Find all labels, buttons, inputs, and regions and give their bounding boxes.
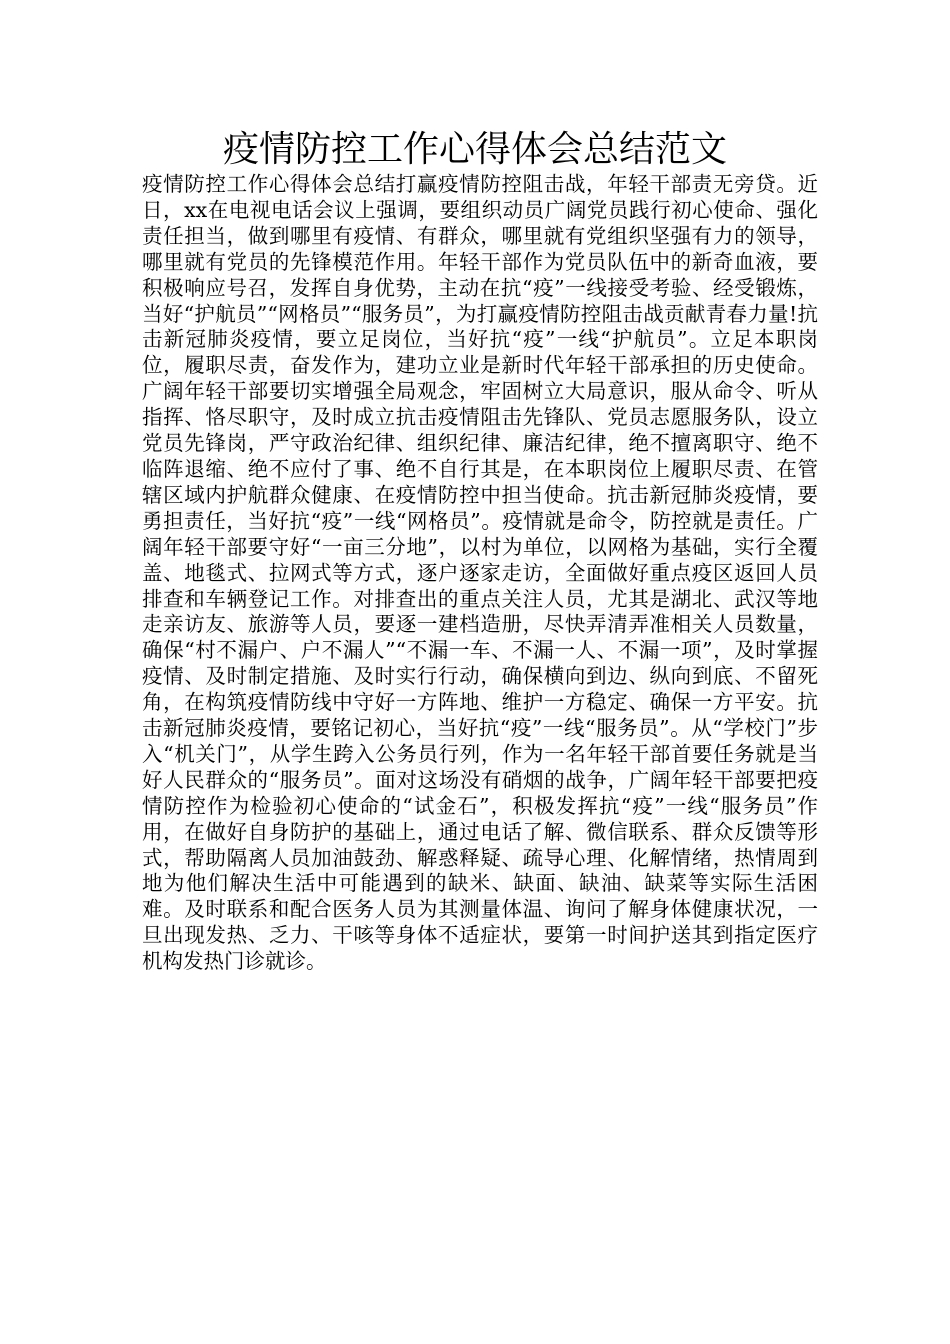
document-body: 疫情防控工作心得体会总结打赢疫情防控阻击战，年轻干部责无旁贷。近日，xx在电视电话会议上强调，要组织动员广阔党员践行初心使命、强化责任担当，做到哪里有疫情、有群众，哪里就有党组织坚强有力的领导，哪里就有党员的先锋模范作用。年轻干部作为党员队伍中的新奇血液，要积极响应号召，发挥自身优势，主动在抗“疫”一线接受考验、经受锻炼，当好“护航员”“网格员”“服务员”，为打赢疫情防控阻击战贡献青春力量!抗击新冠肺炎疫情，要立足岗位，当好抗“疫”一线“护航员”。立足本职岗位，履职尽责，奋发作为，建功立业是新时代年轻干部承担的历史使命。广阔年轻干部要切实增强全局观念，牢固树立大局意识，服从命令、听从指挥、恪尽职守，及时成立抗击疫情阻击先锋队、党员志愿服务队，设立党员先锋岗，严守政治纪律、组织纪律、廉洁纪律，绝不擅离职守、绝不临阵退缩、绝不应付了事、绝不自行其是，在本职岗位上履职尽责、在管辖区域内护航群众健康、在疫情防控中担当使命。抗击新冠肺炎疫情，要勇担责任，当好抗“疫”一线“网格员”。疫情就是命令，防控就是责任。广阔年轻干部要守好“一亩三分地”，以村为单位，以网格为基础，实行全覆盖、地毯式、拉网式等方式，逐户逐家走访，全面做好重点疫区返回人员排查和车辆登记工作。对排查出的重点关注人员，尤其是湖北、武汉等地走亲访友、旅游等人员，要逐一建档造册，尽快弄清弄准相关人员数量，确保“村不漏户、户不漏人”“不漏一车、不漏一人、不漏一项”，及时掌握疫情、及时制定措施、及时实行行动，确保横向到边、纵向到底、不留死角，在构筑疫情防线中守好一方阵地、维护一方稳定、确保一方平安。抗击新冠肺炎疫情，要铭记初心，当好抗“疫”一线“服务员”。从“学校门”步入“机关门”，从学生跨入公务员行列，作为一名年轻干部首要任务就是当好人民群众的“服务员”。面对这场没有硝烟的战争，广阔年轻干部要把疫情防控作为检验初心使命的“试金石”，积极发挥抗“疫”一线“服务员”作用，在做好自身防护的基础上，通过电话了解、微信联系、群众反馈等形式，帮助隔离人员加油鼓劲、解惑释疑、疏导心理、化解情绪，热情周到地为他们解决生活中可能遇到的缺米、缺面、缺油、缺菜等实际生活困难。及时联系和配合医务人员为其测量体温、询问了解身体健康状况，一旦出现发热、乏力、干咳等身体不适症状，要第一时间护送其到指定医疗机构发热门诊就诊。	[142, 172, 818, 974]
document-title: 疫情防控工作心得体会总结范文	[222, 129, 727, 170]
